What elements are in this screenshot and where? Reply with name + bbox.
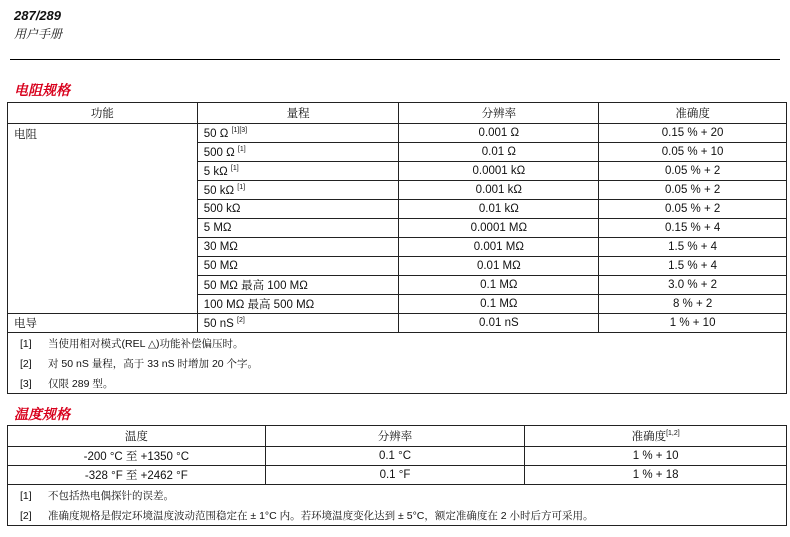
accuracy-cell: 0.15 % + 20 [599, 124, 787, 143]
column-header-resolution: 分辨率 [265, 426, 525, 447]
resolution-cell: 0.1 MΩ [399, 295, 599, 314]
column-header-accuracy: 准确度[1,2] [525, 426, 787, 447]
accuracy-cell: 1.5 % + 4 [599, 257, 787, 276]
table-header-row [8, 103, 787, 124]
footnote-text: 仅限 289 型。 [48, 377, 114, 390]
footnote-number: [2] [20, 509, 32, 522]
accuracy-cell: 0.05 % + 10 [599, 143, 787, 162]
range-cell: 5 MΩ [197, 219, 399, 238]
manual-title: 用户手册 [14, 27, 63, 41]
column-header-range: 量程 [197, 103, 399, 124]
range-cell: 50 MΩ 最高 100 MΩ [197, 276, 399, 295]
range-cell: 500 Ω [1] [197, 143, 399, 162]
resolution-cell: 0.001 kΩ [399, 181, 599, 200]
temperature-range-cell: -200 °C 至 +1350 °C [8, 447, 266, 466]
footnote-text: 不包括热电偶探针的误差。 [48, 489, 174, 502]
footnote-row [8, 353, 787, 373]
column-header-accuracy: 准确度 [599, 103, 787, 124]
resolution-cell: 0.001 MΩ [399, 238, 599, 257]
footnote-text: 准确度规格是假定环境温度波动范围稳定在 ± 1°C 内。若环境温度变化达到 ± 5°C，额定准确度在 2 小时后方可采用。 [48, 509, 594, 522]
footnote-text: 对 50 nS 量程，高于 33 nS 时增加 20 个字。 [48, 357, 259, 370]
resistance-spec-table [7, 102, 787, 394]
header-divider [10, 59, 780, 60]
range-cell: 100 MΩ 最高 500 MΩ [197, 295, 399, 314]
resolution-cell: 0.0001 kΩ [399, 162, 599, 181]
accuracy-cell: 8 % + 2 [599, 295, 787, 314]
accuracy-cell: 0.15 % + 4 [599, 219, 787, 238]
footnote-row [8, 485, 787, 506]
accuracy-cell: 0.05 % + 2 [599, 181, 787, 200]
footnote-number: [1] [20, 489, 32, 502]
range-cell: 50 nS [2] [197, 314, 399, 333]
function-conductance: 电导 [8, 314, 198, 333]
table-row [8, 447, 787, 466]
model-number: 287/289 [14, 8, 61, 23]
resolution-cell: 0.0001 MΩ [399, 219, 599, 238]
resolution-cell: 0.1 MΩ [399, 276, 599, 295]
temperature-spec-table [7, 425, 787, 526]
footnote-row [8, 373, 787, 394]
footnote-number: [3] [20, 377, 32, 390]
table-row [8, 466, 787, 485]
page-header [14, 8, 62, 42]
accuracy-cell: 1 % + 10 [525, 447, 787, 466]
resolution-cell: 0.01 Ω [399, 143, 599, 162]
temperature-range-cell: -328 °F 至 +2462 °F [8, 466, 266, 485]
footnote-number: [2] [20, 357, 32, 370]
column-header-function: 功能 [8, 103, 198, 124]
footnote-row [8, 505, 787, 526]
function-resistance: 电阻 [8, 124, 198, 314]
temperature-section-title: 温度规格 [14, 406, 70, 422]
range-cell: 50 kΩ [1] [197, 181, 399, 200]
accuracy-cell: 1 % + 18 [525, 466, 787, 485]
table-row [8, 124, 787, 143]
range-cell: 30 MΩ [197, 238, 399, 257]
resolution-cell: 0.1 °F [265, 466, 525, 485]
accuracy-cell: 0.05 % + 2 [599, 200, 787, 219]
resolution-cell: 0.1 °C [265, 447, 525, 466]
range-cell: 500 kΩ [197, 200, 399, 219]
range-cell: 50 Ω [1][3] [197, 124, 399, 143]
range-cell: 5 kΩ [1] [197, 162, 399, 181]
footnote-row [8, 333, 787, 354]
accuracy-cell: 1 % + 10 [599, 314, 787, 333]
table-header-row [8, 426, 787, 447]
accuracy-cell: 0.05 % + 2 [599, 162, 787, 181]
resolution-cell: 0.01 MΩ [399, 257, 599, 276]
column-header-resolution: 分辨率 [399, 103, 599, 124]
resistance-section-title: 电阻规格 [14, 82, 70, 98]
accuracy-cell: 3.0 % + 2 [599, 276, 787, 295]
resolution-cell: 0.01 nS [399, 314, 599, 333]
resolution-cell: 0.01 kΩ [399, 200, 599, 219]
resolution-cell: 0.001 Ω [399, 124, 599, 143]
accuracy-cell: 1.5 % + 4 [599, 238, 787, 257]
footnote-text: 当使用相对模式(REL △)功能补偿偏压时。 [48, 337, 244, 350]
range-cell: 50 MΩ [197, 257, 399, 276]
footnote-number: [1] [20, 337, 32, 350]
column-header-temperature: 温度 [8, 426, 266, 447]
table-row [8, 314, 787, 333]
